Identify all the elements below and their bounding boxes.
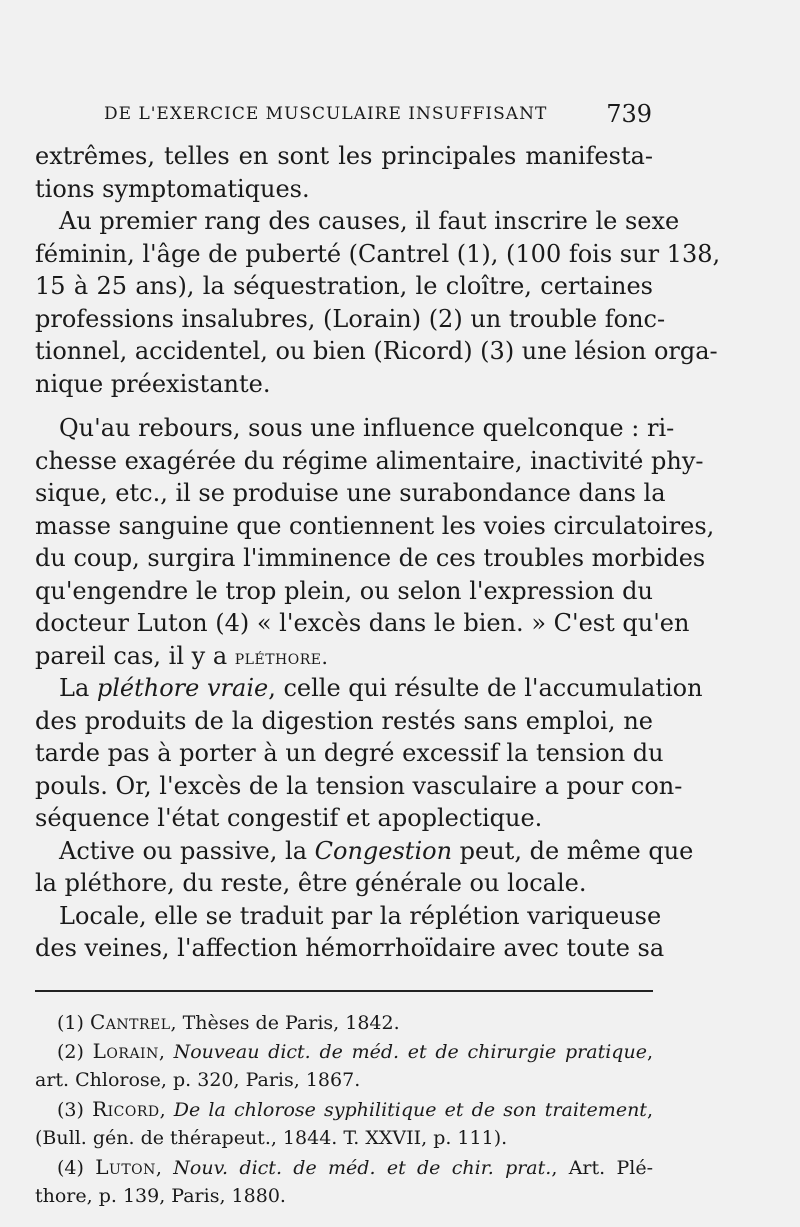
- text-line: tions symptomatiques.: [35, 174, 310, 203]
- text-line: extrêmes, telles en sont les principales manifesta-: [35, 142, 653, 170]
- text-line: des veines, l'affection hémorrhoïdaire avec toute sa: [35, 934, 665, 962]
- text-line: nique préexistante.: [35, 369, 271, 398]
- text-line: masse sanguine que contiennent les voies circulatoires,: [35, 511, 715, 540]
- text-line: qu'engendre le trop plein, ou selon l'expression du: [35, 576, 653, 605]
- footnote-text: ,: [159, 1099, 174, 1121]
- footnote-author: Luton: [95, 1155, 156, 1179]
- text-line: tarde pas à porter à un degré excessif la tension du: [35, 739, 664, 767]
- text-line: Au premier rang des causes, il faut inscrire le sexe: [59, 207, 680, 235]
- footnote-number: (3): [57, 1099, 93, 1121]
- footnote-title: De la chlorose syphilitique et de son traitement: [173, 1099, 647, 1121]
- text-line: féminin, l'âge de puberté (Cantrel (1), (100 fois sur 138,: [35, 239, 721, 268]
- footnote-number: (2): [57, 1041, 93, 1063]
- text-span: peut, de même que: [452, 836, 694, 865]
- text-line: docteur Luton (4) « l'excès dans le bien. » C'est qu'en: [35, 609, 690, 637]
- text-line: Locale, elle se traduit par la réplétion variqueuse: [59, 901, 662, 930]
- footnote-author: Cantrel: [89, 1010, 171, 1034]
- text-line: du coup, surgira l'imminence de ces troubles morbides: [35, 544, 706, 572]
- footnotes: [35, 1008, 653, 1211]
- italic-term: pléthore vraie: [96, 674, 269, 702]
- footnote-title: Nouv. dict. de méd. et de chir. prat.: [173, 1157, 552, 1179]
- text-line: séquence l'état congestif et apoplectique.: [35, 804, 543, 832]
- small-caps-term: pléthore.: [234, 644, 329, 669]
- body-text: [35, 140, 721, 965]
- footnote-4-continued: thore, p. 139, Paris, 1880.: [35, 1185, 286, 1207]
- footnote-rule: [35, 990, 653, 992]
- footnote-text: ,: [155, 1157, 174, 1179]
- footnote-4: [35, 1153, 653, 1182]
- text-line: Qu'au rebours, sous une influence quelconque : ri-: [59, 414, 675, 442]
- footnote-text: ,: [646, 1099, 653, 1121]
- text-line: pouls. Or, l'excès de la tension vasculaire a pour con-: [35, 771, 683, 800]
- page-number: 739: [606, 100, 652, 128]
- footnote-number: (1): [57, 1012, 90, 1034]
- text-line: sique, etc., il se produise une surabondance dans la: [35, 479, 666, 507]
- footnote-2-continued: art. Chlorose, p. 320, Paris, 1867.: [35, 1069, 361, 1091]
- footnote-3: [35, 1095, 653, 1124]
- footnote-author: Ricord: [92, 1097, 160, 1121]
- footnote-3-continued: (Bull. gén. de thérapeut., 1844. T. XXVII, p. 111).: [35, 1127, 508, 1149]
- page-header: [104, 100, 652, 134]
- footnote-text: , Thèses de Paris, 1842.: [170, 1012, 400, 1034]
- footnote-text: ,: [646, 1041, 653, 1063]
- text-span: pareil cas, il y a: [35, 641, 235, 670]
- text-line: chesse exagérée du régime alimentaire, inactivité phy-: [35, 446, 704, 475]
- text-line: 15 à 25 ans), la séquestration, le cloître, certaines: [35, 272, 653, 300]
- footnote-text: ,: [158, 1041, 174, 1063]
- footnote-title: Nouveau dict. de méd. et de chirurgie pratique: [173, 1041, 647, 1063]
- text-line: des produits de la digestion restés sans emploi, ne: [35, 706, 653, 735]
- text-line: la pléthore, du reste, être générale ou locale.: [35, 869, 587, 897]
- text-span: Active ou passive, la: [59, 836, 315, 865]
- running-title: DE L'EXERCICE MUSCULAIRE INSUFFISANT: [104, 104, 548, 124]
- italic-term: Congestion: [314, 836, 453, 865]
- text-line: [35, 835, 694, 868]
- text-line: professions insalubres, (Lorain) (2) un trouble fonc-: [35, 304, 666, 333]
- footnote-author: Lorain: [92, 1039, 159, 1063]
- footnote-text: , Art. Plé-: [551, 1157, 654, 1179]
- footnote-number: (4): [57, 1157, 96, 1179]
- text-line: [35, 640, 653, 673]
- footnote-2: [35, 1037, 653, 1066]
- paragraph-gap: [35, 400, 653, 412]
- text-span: La: [59, 674, 97, 702]
- text-line: tionnel, accidentel, ou bien (Ricord) (3) une lésion orga-: [35, 337, 718, 365]
- text-line: [35, 672, 703, 705]
- footnote-1: [35, 1008, 653, 1037]
- text-span: , celle qui résulte de l'accumulation: [268, 674, 703, 702]
